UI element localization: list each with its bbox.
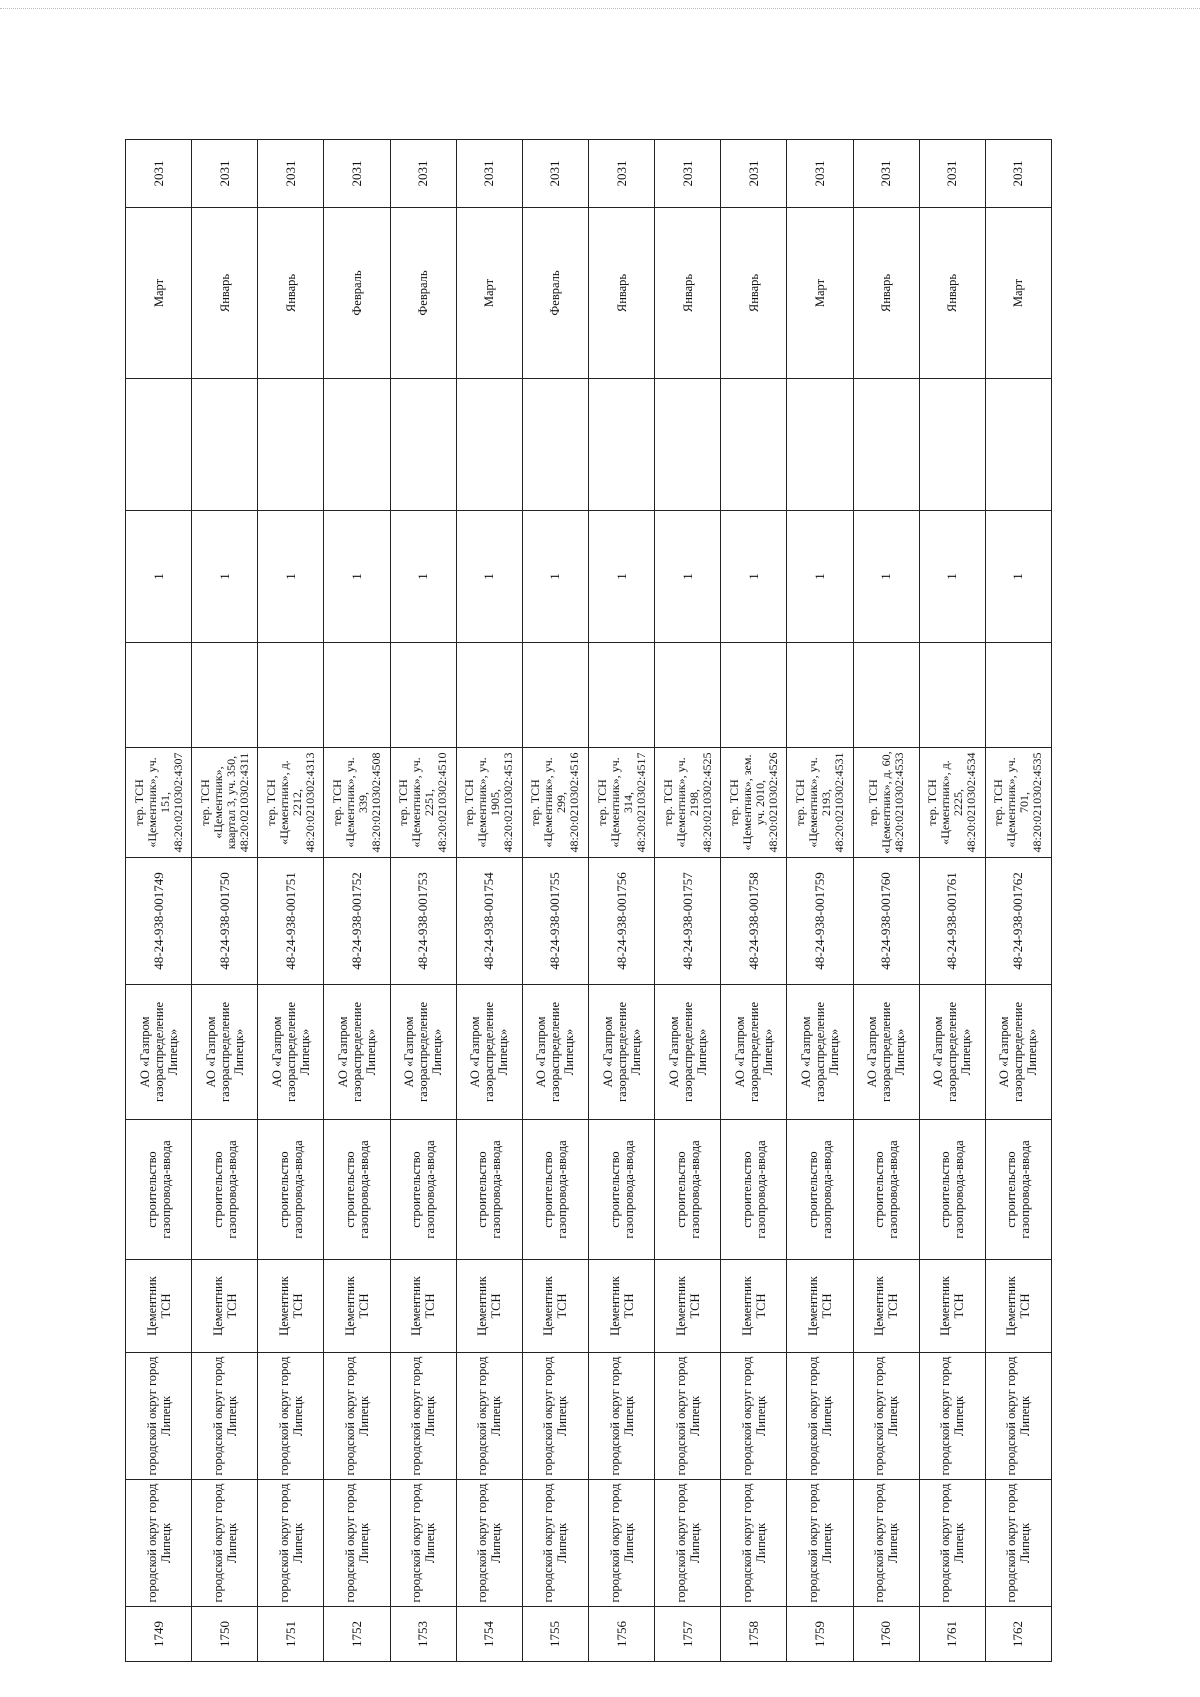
settlement-cell: городской округ город Липецк [126, 1353, 192, 1480]
address-cell: тер. ТСН «Цементник», д. 2212, 48:20:0210302:4313 [258, 748, 324, 858]
blank-cell [721, 643, 787, 748]
work-type-cell: строительство газопровода-ввода [192, 1120, 258, 1260]
year-cell: 2031 [192, 140, 258, 208]
address-cell: тер. ТСН «Цементник», уч. 2251, 48:20:0210302:4510 [390, 748, 456, 858]
month-cell: Март [787, 208, 853, 379]
month-cell: Март [985, 208, 1051, 379]
blank-cell [919, 379, 985, 511]
work-type-cell: строительство газопровода-ввода [853, 1120, 919, 1260]
organization-cell: АО «Газпром газораспределение Липецк» [126, 985, 192, 1120]
locality-cell: Цементник ТСН [192, 1260, 258, 1353]
year-cell: 2031 [985, 140, 1051, 208]
year-cell: 2031 [522, 140, 588, 208]
application-number-cell: 48-24-938-001751 [258, 858, 324, 985]
row-number: 1754 [456, 1607, 522, 1662]
organization-cell: АО «Газпром газораспределение Липецк» [456, 985, 522, 1120]
settlement-cell: городской округ город Липецк [919, 1353, 985, 1480]
table-row [522, 140, 588, 1662]
settlement-cell: городской округ город Липецк [588, 1353, 654, 1480]
year-cell: 2031 [787, 140, 853, 208]
blank-cell [126, 643, 192, 748]
count-cell: 1 [324, 511, 390, 643]
table-row [258, 140, 324, 1662]
application-number-cell: 48-24-938-001750 [192, 858, 258, 985]
row-number: 1749 [126, 1607, 192, 1662]
work-type-cell: строительство газопровода-ввода [655, 1120, 721, 1260]
locality-cell: Цементник ТСН [721, 1260, 787, 1353]
address-cell: тер. ТСН «Цементник», зем. уч. 2010, 48:20:0210302:4526 [721, 748, 787, 858]
address-cell: тер. ТСН «Цементник», уч. 701, 48:20:0210302:4535 [985, 748, 1051, 858]
organization-cell: АО «Газпром газораспределение Липецк» [522, 985, 588, 1120]
month-cell: Январь [721, 208, 787, 379]
blank-cell [655, 643, 721, 748]
blank-cell [258, 643, 324, 748]
application-number-cell: 48-24-938-001761 [919, 858, 985, 985]
row-number: 1759 [787, 1607, 853, 1662]
locality-cell: Цементник ТСН [919, 1260, 985, 1353]
scan-edge-line [0, 8, 1200, 9]
year-cell: 2031 [324, 140, 390, 208]
work-type-cell: строительство газопровода-ввода [522, 1120, 588, 1260]
table-body [126, 140, 1052, 1662]
year-cell: 2031 [126, 140, 192, 208]
table-row [192, 140, 258, 1662]
locality-cell: Цементник ТСН [456, 1260, 522, 1353]
blank-cell [919, 643, 985, 748]
month-cell: Февраль [324, 208, 390, 379]
count-cell: 1 [456, 511, 522, 643]
blank-cell [456, 643, 522, 748]
application-number-cell: 48-24-938-001753 [390, 858, 456, 985]
organization-cell: АО «Газпром газораспределение Липецк» [985, 985, 1051, 1120]
table-row [655, 140, 721, 1662]
gasification-schedule-table [125, 139, 1052, 1662]
month-cell: Январь [258, 208, 324, 379]
count-cell: 1 [721, 511, 787, 643]
blank-cell [192, 643, 258, 748]
month-cell: Февраль [390, 208, 456, 379]
row-number: 1755 [522, 1607, 588, 1662]
work-type-cell: строительство газопровода-ввода [721, 1120, 787, 1260]
application-number-cell: 48-24-938-001754 [456, 858, 522, 985]
month-cell: Январь [192, 208, 258, 379]
address-cell: тер. ТСН «Цементник», уч. 299, 48:20:0210302:4516 [522, 748, 588, 858]
row-number: 1760 [853, 1607, 919, 1662]
address-cell: тер. ТСН «Цементник», уч. 2193, 48:20:0210302:4531 [787, 748, 853, 858]
row-number: 1758 [721, 1607, 787, 1662]
year-cell: 2031 [853, 140, 919, 208]
blank-cell [787, 379, 853, 511]
count-cell: 1 [192, 511, 258, 643]
blank-cell [390, 379, 456, 511]
locality-cell: Цементник ТСН [853, 1260, 919, 1353]
count-cell: 1 [588, 511, 654, 643]
year-cell: 2031 [390, 140, 456, 208]
municipality-cell: городской округ город Липецк [985, 1480, 1051, 1607]
settlement-cell: городской округ город Липецк [853, 1353, 919, 1480]
organization-cell: АО «Газпром газораспределение Липецк» [655, 985, 721, 1120]
table-row [985, 140, 1051, 1662]
settlement-cell: городской округ город Липецк [192, 1353, 258, 1480]
table-row [853, 140, 919, 1662]
year-cell: 2031 [588, 140, 654, 208]
work-type-cell: строительство газопровода-ввода [258, 1120, 324, 1260]
organization-cell: АО «Газпром газораспределение Липецк» [192, 985, 258, 1120]
municipality-cell: городской округ город Липецк [324, 1480, 390, 1607]
count-cell: 1 [919, 511, 985, 643]
table-row [787, 140, 853, 1662]
count-cell: 1 [853, 511, 919, 643]
blank-cell [655, 379, 721, 511]
row-number: 1756 [588, 1607, 654, 1662]
application-number-cell: 48-24-938-001759 [787, 858, 853, 985]
year-cell: 2031 [919, 140, 985, 208]
organization-cell: АО «Газпром газораспределение Липецк» [324, 985, 390, 1120]
settlement-cell: городской округ город Липецк [390, 1353, 456, 1480]
blank-cell [522, 379, 588, 511]
application-number-cell: 48-24-938-001762 [985, 858, 1051, 985]
count-cell: 1 [258, 511, 324, 643]
blank-cell [390, 643, 456, 748]
work-type-cell: строительство газопровода-ввода [390, 1120, 456, 1260]
organization-cell: АО «Газпром газораспределение Липецк» [919, 985, 985, 1120]
settlement-cell: городской округ город Липецк [655, 1353, 721, 1480]
rotated-page-content [125, 140, 1052, 1662]
municipality-cell: городской округ город Липецк [853, 1480, 919, 1607]
settlement-cell: городской округ город Липецк [258, 1353, 324, 1480]
application-number-cell: 48-24-938-001756 [588, 858, 654, 985]
count-cell: 1 [985, 511, 1051, 643]
settlement-cell: городской округ город Липецк [456, 1353, 522, 1480]
municipality-cell: городской округ город Липецк [919, 1480, 985, 1607]
organization-cell: АО «Газпром газораспределение Липецк» [258, 985, 324, 1120]
blank-cell [853, 643, 919, 748]
address-cell: тер. ТСН «Цементник», квартал 3, уч. 350, 48:20:0210302:4311 [192, 748, 258, 858]
row-number: 1752 [324, 1607, 390, 1662]
locality-cell: Цементник ТСН [787, 1260, 853, 1353]
work-type-cell: строительство газопровода-ввода [126, 1120, 192, 1260]
work-type-cell: строительство газопровода-ввода [588, 1120, 654, 1260]
row-number: 1753 [390, 1607, 456, 1662]
year-cell: 2031 [258, 140, 324, 208]
month-cell: Январь [919, 208, 985, 379]
locality-cell: Цементник ТСН [324, 1260, 390, 1353]
locality-cell: Цементник ТСН [522, 1260, 588, 1353]
year-cell: 2031 [721, 140, 787, 208]
municipality-cell: городской округ город Липецк [192, 1480, 258, 1607]
organization-cell: АО «Газпром газораспределение Липецк» [721, 985, 787, 1120]
locality-cell: Цементник ТСН [985, 1260, 1051, 1353]
address-cell: тер. ТСН «Цементник», д. 60, 48:20:0210302:4533 [853, 748, 919, 858]
locality-cell: Цементник ТСН [126, 1260, 192, 1353]
municipality-cell: городской округ город Липецк [126, 1480, 192, 1607]
blank-cell [456, 379, 522, 511]
table-row [588, 140, 654, 1662]
address-cell: тер. ТСН «Цементник», уч. 339, 48:20:0210302:4508 [324, 748, 390, 858]
organization-cell: АО «Газпром газораспределение Липецк» [390, 985, 456, 1120]
count-cell: 1 [655, 511, 721, 643]
address-cell: тер. ТСН «Цементник», уч. 2198, 48:20:0210302:4525 [655, 748, 721, 858]
count-cell: 1 [522, 511, 588, 643]
work-type-cell: строительство газопровода-ввода [456, 1120, 522, 1260]
blank-cell [126, 379, 192, 511]
table-row [919, 140, 985, 1662]
month-cell: Январь [588, 208, 654, 379]
municipality-cell: городской округ город Липецк [721, 1480, 787, 1607]
blank-cell [522, 643, 588, 748]
settlement-cell: городской округ город Липецк [522, 1353, 588, 1480]
row-number: 1762 [985, 1607, 1051, 1662]
application-number-cell: 48-24-938-001749 [126, 858, 192, 985]
table-row [456, 140, 522, 1662]
blank-cell [787, 643, 853, 748]
year-cell: 2031 [655, 140, 721, 208]
address-cell: тер. ТСН «Цементник», уч. 151, 48:20:0210302:4307 [126, 748, 192, 858]
municipality-cell: городской округ город Липецк [787, 1480, 853, 1607]
blank-cell [588, 643, 654, 748]
table-row [324, 140, 390, 1662]
locality-cell: Цементник ТСН [258, 1260, 324, 1353]
blank-cell [324, 643, 390, 748]
blank-cell [324, 379, 390, 511]
application-number-cell: 48-24-938-001757 [655, 858, 721, 985]
settlement-cell: городской округ город Липецк [721, 1353, 787, 1480]
work-type-cell: строительство газопровода-ввода [324, 1120, 390, 1260]
blank-cell [721, 379, 787, 511]
month-cell: Январь [853, 208, 919, 379]
month-cell: Март [126, 208, 192, 379]
work-type-cell: строительство газопровода-ввода [985, 1120, 1051, 1260]
blank-cell [588, 379, 654, 511]
row-number: 1761 [919, 1607, 985, 1662]
work-type-cell: строительство газопровода-ввода [919, 1120, 985, 1260]
address-cell: тер. ТСН «Цементник», д. 2225, 48:20:0210302:4534 [919, 748, 985, 858]
count-cell: 1 [787, 511, 853, 643]
address-cell: тер. ТСН «Цементник», уч. 314, 48:20:0210302:4517 [588, 748, 654, 858]
month-cell: Март [456, 208, 522, 379]
table-row [390, 140, 456, 1662]
municipality-cell: городской округ город Липецк [456, 1480, 522, 1607]
locality-cell: Цементник ТСН [655, 1260, 721, 1353]
municipality-cell: городской округ город Липецк [522, 1480, 588, 1607]
application-number-cell: 48-24-938-001758 [721, 858, 787, 985]
row-number: 1751 [258, 1607, 324, 1662]
work-type-cell: строительство газопровода-ввода [787, 1120, 853, 1260]
locality-cell: Цементник ТСН [588, 1260, 654, 1353]
count-cell: 1 [126, 511, 192, 643]
row-number: 1757 [655, 1607, 721, 1662]
application-number-cell: 48-24-938-001760 [853, 858, 919, 985]
application-number-cell: 48-24-938-001755 [522, 858, 588, 985]
locality-cell: Цементник ТСН [390, 1260, 456, 1353]
address-cell: тер. ТСН «Цементник», уч. 1905, 48:20:0210302:4513 [456, 748, 522, 858]
row-number: 1750 [192, 1607, 258, 1662]
municipality-cell: городской округ город Липецк [390, 1480, 456, 1607]
settlement-cell: городской округ город Липецк [324, 1353, 390, 1480]
organization-cell: АО «Газпром газораспределение Липецк» [853, 985, 919, 1120]
application-number-cell: 48-24-938-001752 [324, 858, 390, 985]
month-cell: Февраль [522, 208, 588, 379]
blank-cell [258, 379, 324, 511]
organization-cell: АО «Газпром газораспределение Липецк» [588, 985, 654, 1120]
table-row [126, 140, 192, 1662]
municipality-cell: городской округ город Липецк [588, 1480, 654, 1607]
settlement-cell: городской округ город Липецк [787, 1353, 853, 1480]
month-cell: Январь [655, 208, 721, 379]
blank-cell [985, 379, 1051, 511]
municipality-cell: городской округ город Липецк [655, 1480, 721, 1607]
blank-cell [985, 643, 1051, 748]
municipality-cell: городской округ город Липецк [258, 1480, 324, 1607]
table-row [721, 140, 787, 1662]
blank-cell [192, 379, 258, 511]
settlement-cell: городской округ город Липецк [985, 1353, 1051, 1480]
year-cell: 2031 [456, 140, 522, 208]
blank-cell [853, 379, 919, 511]
organization-cell: АО «Газпром газораспределение Липецк» [787, 985, 853, 1120]
count-cell: 1 [390, 511, 456, 643]
